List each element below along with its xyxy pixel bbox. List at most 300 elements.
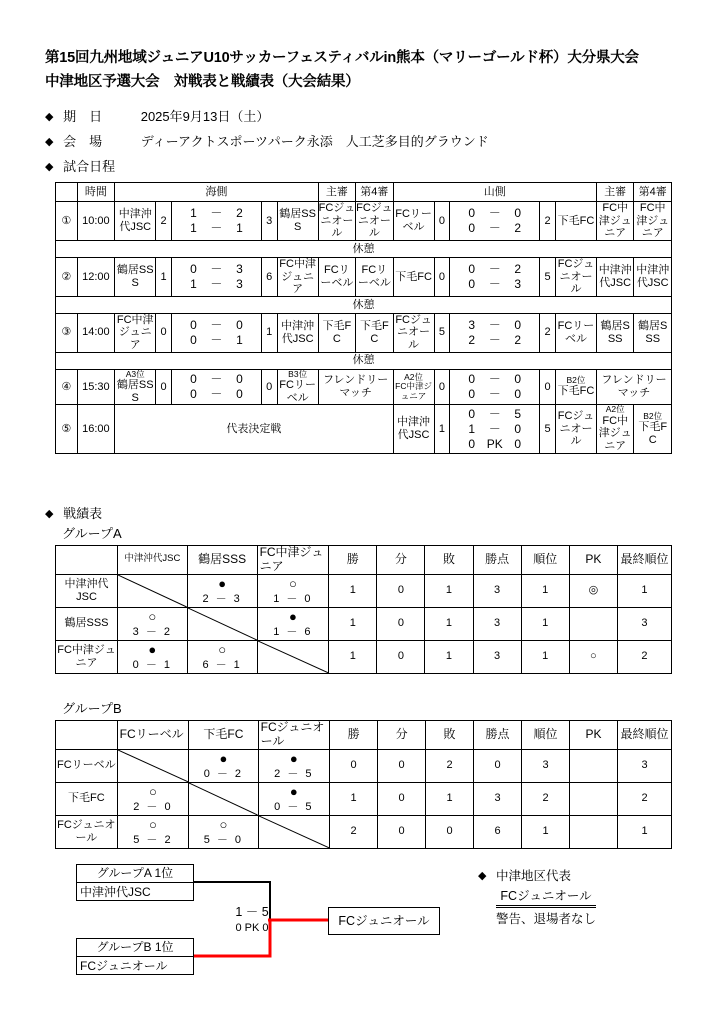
col-final-rank: 最終順位: [618, 721, 672, 750]
mountain-away-total: 5: [540, 257, 556, 296]
final-match-label: 代表決定戦: [115, 405, 393, 453]
sea-home-team: 鶴居SSS: [115, 257, 156, 296]
score-dash: －: [488, 317, 501, 332]
match-result-cell: [257, 607, 329, 640]
sea-away-name: FCリーベル: [279, 379, 316, 404]
col-draw: 分: [377, 546, 425, 575]
score-half1-away: 5: [514, 406, 522, 421]
score-dash: －: [488, 387, 501, 402]
result-score: 0 － 1: [132, 658, 173, 671]
score-half1-home: 0: [190, 317, 197, 332]
loss-count: 1: [425, 640, 473, 673]
col-draw: 分: [378, 721, 426, 750]
sea-away-team: 鶴居SSS: [277, 202, 318, 241]
final-referee-main-seed: A2位: [605, 404, 625, 415]
score-dash: －: [210, 276, 223, 291]
result-mark: ●: [289, 783, 298, 799]
points: 3: [473, 640, 521, 673]
mountain-score: [450, 313, 540, 352]
final-home-team: 中津沖代JSC: [393, 405, 434, 453]
sea-score: [172, 202, 262, 241]
score-half1-home: 0: [468, 406, 476, 421]
final-referee-fourth: [634, 405, 672, 453]
sea-home-team: FC中津ジュニア: [115, 313, 156, 352]
score-half2-home: 0: [468, 387, 476, 402]
bracket-b-header: グループB 1位: [77, 939, 193, 957]
self-cell: [187, 607, 257, 640]
self-cell: [117, 749, 188, 782]
standings-section-heading: [45, 503, 102, 522]
schedule-match-row: [56, 202, 672, 241]
schedule-final-row: [56, 405, 672, 453]
self-cell: [189, 782, 258, 815]
score-dash: －: [488, 406, 501, 421]
schedule-header-row: [56, 183, 672, 202]
mountain-home-team: 下毛FC: [393, 257, 434, 296]
match-result-cell: [118, 607, 188, 640]
mountain-referee-main: FC中津ジュニア: [596, 202, 633, 241]
mountain-away-total: 2: [540, 202, 556, 241]
sea-home-total: 2: [156, 202, 172, 241]
group-b-header-row: [56, 721, 672, 750]
score-half2-home: 1: [190, 220, 197, 235]
pk-result: ◎: [569, 574, 617, 607]
score-half1-home: 3: [468, 317, 476, 332]
rest-label: 休憩: [56, 352, 672, 369]
score-half2-away: 3: [236, 276, 243, 291]
score-half2-home: 0: [190, 332, 197, 347]
sea-score: [172, 257, 262, 296]
match-result-cell: [258, 782, 329, 815]
schedule-match-row: [56, 369, 672, 405]
mountain-home-total: 0: [434, 369, 450, 405]
pk-result: [569, 607, 617, 640]
result-mark: ●: [289, 750, 298, 766]
final-referee-fourth-name: 下毛FC: [638, 421, 668, 446]
sea-home-team: 中津沖代JSC: [115, 202, 156, 241]
match-result-cell: [117, 815, 188, 848]
info-row-venue: [45, 131, 489, 150]
score-half2-away: 3: [514, 276, 522, 291]
schedule-heading-label: 試合日程: [63, 159, 116, 174]
mountain-away-name: 下毛FC: [557, 385, 595, 398]
score-dash: －: [488, 261, 501, 276]
score-pk-home: 0: [468, 436, 476, 451]
sea-score: [172, 313, 262, 352]
match-time: 15:30: [77, 369, 115, 405]
col-opponent-2: 下毛FC: [189, 721, 258, 750]
score-dash: －: [210, 387, 223, 402]
col-team: [56, 721, 118, 750]
venue-value: ディーアクトスポーツパーク永添 人工芝多目的グラウンド: [140, 134, 489, 149]
final-home-total: 1: [434, 405, 450, 453]
date-label: 期 日: [63, 109, 103, 124]
header-mountain-side: 山側: [393, 183, 596, 202]
mountain-home-total: 0: [434, 257, 450, 296]
table-row: [56, 640, 672, 673]
points: 0: [474, 749, 522, 782]
final-referee-main: [596, 405, 633, 453]
pk-result: [570, 782, 618, 815]
score-dash: －: [210, 332, 223, 347]
score-dash: －: [488, 372, 501, 387]
final-rank: 1: [617, 574, 671, 607]
self-cell: [257, 640, 329, 673]
schedule-rest-row: [56, 296, 672, 313]
result-score: 2 － 0: [133, 800, 173, 813]
sea-referee-main: FCリーベル: [318, 257, 355, 296]
rank: 1: [521, 574, 569, 607]
result-mark: ○: [148, 816, 157, 832]
win-count: 0: [330, 749, 378, 782]
col-opponent-3: FCジュニオール: [258, 721, 329, 750]
sea-referee-fourth: FCリーベル: [356, 257, 393, 296]
mountain-away-team: [555, 369, 596, 405]
result-mark: ●: [219, 750, 228, 766]
mountain-away-team: 下毛FC: [555, 202, 596, 241]
result-mark: ●: [148, 641, 157, 657]
info-row-schedule-heading: [45, 156, 115, 175]
score-half1-home: 0: [468, 261, 476, 276]
group-a-standings-table: [55, 545, 672, 674]
match-result-cell: [257, 574, 329, 607]
sea-home-total: 0: [156, 313, 172, 352]
mountain-referee-main: 中津沖代JSC: [596, 257, 633, 296]
sea-home-name: 鶴居SSS: [116, 379, 154, 404]
sea-away-seed: B3位: [288, 368, 308, 379]
bracket-final-score: [192, 904, 312, 936]
rank: 1: [521, 640, 569, 673]
rep-team-name: FCジュニオール: [496, 886, 596, 906]
diamond-bullet-icon: ◆: [45, 136, 54, 148]
page-title-line2: 中津地区予選大会 対戦表と戦績表（大会結果）: [45, 74, 360, 90]
bracket-pk-line: 0 PK 0: [235, 921, 269, 934]
final-rank: 1: [618, 815, 672, 848]
col-win: 勝: [329, 546, 377, 575]
match-result-cell: [187, 640, 257, 673]
team-name: 鶴居SSS: [56, 607, 118, 640]
bracket-team-b: [76, 938, 194, 975]
mountain-away-team: FCジュニオール: [555, 257, 596, 296]
sea-referee-fourth: 下毛FC: [356, 313, 393, 352]
score-half2-away: 2: [514, 220, 522, 235]
sea-away-total: 6: [261, 257, 277, 296]
sea-score: [172, 369, 262, 405]
match-result-cell: [258, 749, 329, 782]
score-half2-home: 0: [190, 387, 197, 402]
score-half2-home: 0: [468, 276, 476, 291]
mountain-away-total: 2: [540, 313, 556, 352]
win-count: 1: [329, 640, 377, 673]
final-referee-main-name: FC中津ジュニア: [598, 414, 632, 453]
team-name: FCジュニオール: [56, 815, 118, 848]
pk-result: [570, 749, 618, 782]
sea-away-total: 0: [261, 369, 277, 405]
pk-result: ○: [569, 640, 617, 673]
win-count: 2: [330, 815, 378, 848]
points: 3: [473, 574, 521, 607]
sea-away-team: [277, 369, 318, 405]
score-pk-away: 0: [514, 436, 522, 451]
self-cell: [258, 815, 329, 848]
loss-count: 1: [426, 782, 474, 815]
sea-referee-main: FCジュニオール: [318, 202, 356, 240]
team-name: 下毛FC: [56, 782, 118, 815]
score-dash: －: [488, 220, 501, 235]
diamond-bullet-icon: ◆: [478, 870, 487, 882]
date-value: 2025年9月13日（土）: [140, 109, 270, 124]
table-row: [56, 815, 672, 848]
bracket-b-team: FCジュニオール: [80, 959, 168, 973]
match-result-cell: [187, 574, 257, 607]
result-mark: ●: [218, 575, 227, 591]
sea-referee-fourth: FCジュニオール: [356, 202, 393, 240]
result-score: 5 － 0: [203, 833, 244, 846]
score-half2-home: 0: [468, 220, 476, 235]
final-rank: 2: [618, 782, 672, 815]
mountain-home-total: 0: [434, 202, 450, 241]
result-score: 1 － 0: [273, 592, 313, 605]
mountain-away-seed: B2位: [566, 375, 586, 386]
result-score: 0 － 5: [274, 800, 314, 813]
win-count: 1: [329, 574, 377, 607]
match-result-cell: [118, 640, 188, 673]
win-count: 1: [330, 782, 378, 815]
rep-heading-label: 中津地区代表: [495, 869, 571, 883]
sea-home-team: [115, 369, 156, 405]
result-score: 2 － 3: [202, 592, 242, 605]
score-half2-away: 1: [236, 220, 243, 235]
score-dash: －: [488, 276, 501, 291]
mountain-away-total: 0: [540, 369, 556, 405]
score-half1-away: 0: [514, 317, 522, 332]
score-half1-home: 0: [190, 261, 197, 276]
col-opponent-1: FCリーベル: [117, 721, 188, 750]
draw-count: 0: [378, 782, 426, 815]
col-pk: PK: [570, 721, 618, 750]
score-half2-home: 2: [468, 332, 476, 347]
sea-home-total: 0: [156, 369, 172, 405]
loss-count: 1: [425, 607, 473, 640]
draw-count: 0: [378, 815, 426, 848]
match-time: 12:00: [77, 257, 115, 296]
sea-friendly-label: フレンドリーマッチ: [318, 369, 393, 405]
bracket-score-line: 1 － 5: [235, 905, 269, 919]
result-score: 5 － 2: [133, 833, 173, 846]
result-mark: ○: [288, 575, 297, 591]
draw-count: 0: [377, 640, 425, 673]
result-mark: ○: [148, 608, 157, 624]
final-rank: 3: [618, 749, 672, 782]
self-cell: [118, 574, 188, 607]
match-result-cell: [189, 815, 258, 848]
group-b-standings-table: [55, 720, 672, 849]
col-opponent-1: 中津沖代JSC: [118, 546, 188, 575]
score-half1-away: 0: [236, 372, 243, 387]
mountain-home-seed: A2位: [404, 372, 423, 383]
score-half1-away: 2: [236, 205, 243, 220]
page-title-line1: 第15回九州地域ジュニアU10サッカーフェスティバルin熊本（マリーゴールド杯）大分県大会: [45, 50, 639, 66]
loss-count: 0: [426, 815, 474, 848]
group-b-label: グループB: [62, 701, 122, 716]
col-points: 勝点: [474, 721, 522, 750]
group-a-label: グループA: [62, 526, 122, 541]
score-dash: －: [488, 205, 501, 220]
score-dash: －: [210, 372, 223, 387]
sea-referee-main: 下毛FC: [318, 313, 355, 352]
bracket-team-a: [76, 864, 194, 901]
points: 6: [474, 815, 522, 848]
match-result-cell: [117, 782, 188, 815]
result-mark: ○: [218, 641, 227, 657]
match-number: ③: [56, 313, 78, 352]
table-row: [56, 749, 672, 782]
result-mark: ○: [219, 816, 228, 832]
group-a-header-row: [56, 546, 672, 575]
col-rank: 順位: [522, 721, 570, 750]
win-count: 1: [329, 607, 377, 640]
header-referee-fourth-sea: 第4審: [356, 183, 393, 202]
score-half1-away: 0: [514, 372, 522, 387]
score-half2-away: 0: [514, 421, 522, 436]
header-time: 時間: [77, 183, 115, 202]
match-schedule-table: [55, 182, 672, 454]
table-row: [56, 607, 672, 640]
schedule-match-row: [56, 313, 672, 352]
score-half1-home: 0: [468, 372, 476, 387]
schedule-rest-row: [56, 240, 672, 257]
draw-count: 0: [377, 574, 425, 607]
score-dash: －: [210, 220, 223, 235]
mountain-referee-main: 鶴居SSS: [596, 313, 633, 352]
bracket-winner: FCジュニオール: [328, 907, 440, 935]
score-half1-away: 3: [236, 261, 243, 276]
sea-away-team: 中津沖代JSC: [277, 313, 318, 352]
header-no: [56, 183, 78, 202]
score-dash: －: [488, 332, 501, 347]
score-dash: －: [488, 421, 501, 436]
score-half2-away: 1: [236, 332, 243, 347]
match-time: 14:00: [77, 313, 115, 352]
result-score: 1 － 6: [273, 625, 313, 638]
col-rank: 順位: [521, 546, 569, 575]
schedule-rest-row: [56, 352, 672, 369]
final-score: [450, 405, 540, 453]
sea-home-seed: A3位: [125, 368, 145, 379]
col-points: 勝点: [473, 546, 521, 575]
final-away-total: 5: [540, 405, 556, 453]
mountain-referee-fourth: 中津沖代JSC: [634, 257, 672, 296]
mountain-score: [450, 257, 540, 296]
points: 3: [474, 782, 522, 815]
score-dash: －: [210, 317, 223, 332]
mountain-home-team: FCジュニオール: [393, 313, 434, 352]
draw-count: 0: [377, 607, 425, 640]
final-rank: 2: [617, 640, 671, 673]
score-half1-home: 0: [468, 205, 476, 220]
final-rank: 3: [617, 607, 671, 640]
header-sea-side: 海側: [115, 183, 318, 202]
mountain-home-total: 5: [434, 313, 450, 352]
sea-away-total: 3: [261, 202, 277, 241]
score-dash: －: [210, 205, 223, 220]
points: 3: [473, 607, 521, 640]
sea-away-team: FC中津ジュニア: [277, 257, 318, 296]
score-half2-home: 1: [190, 276, 197, 291]
score-half1-home: 1: [190, 205, 197, 220]
mountain-score: [450, 369, 540, 405]
rest-label: 休憩: [56, 296, 672, 313]
rep-heading: [478, 866, 596, 884]
result-score: 6 － 1: [202, 658, 242, 671]
result-score: 0 － 2: [203, 767, 244, 780]
col-opponent-2: 鶴居SSS: [187, 546, 257, 575]
mountain-referee-fourth: FC中津ジュニア: [634, 202, 672, 241]
match-number: ⑤: [56, 405, 78, 453]
score-half1-home: 0: [190, 372, 197, 387]
col-loss: 敗: [426, 721, 474, 750]
mountain-home-team: FCリーベル: [393, 202, 434, 241]
col-loss: 敗: [425, 546, 473, 575]
loss-count: 1: [425, 574, 473, 607]
final-away-team: FCジュニオール: [555, 405, 596, 453]
info-row-date: [45, 106, 269, 125]
district-representative-note: [478, 866, 596, 927]
rep-note: 警告、退場者なし: [496, 907, 596, 927]
score-half2-away: 2: [514, 332, 522, 347]
rank: 1: [521, 607, 569, 640]
result-score: 3 － 2: [132, 625, 173, 638]
sea-home-total: 1: [156, 257, 172, 296]
bracket-a-header: グループA 1位: [77, 865, 193, 883]
team-name: 中津沖代JSC: [56, 574, 118, 607]
result-mark: ○: [148, 783, 157, 799]
venue-label: 会 場: [63, 134, 103, 149]
mountain-referee-fourth: 鶴居SSS: [634, 313, 672, 352]
diamond-bullet-icon: ◆: [45, 111, 54, 123]
rank: 1: [522, 815, 570, 848]
diamond-bullet-icon: ◆: [45, 161, 54, 173]
result-mark: ●: [288, 608, 297, 624]
match-number: ①: [56, 202, 78, 241]
score-half1-away: 0: [514, 205, 522, 220]
mountain-score: [450, 202, 540, 241]
match-time: 10:00: [77, 202, 115, 241]
score-half1-away: 2: [514, 261, 522, 276]
standings-heading-label: 戦績表: [63, 506, 103, 521]
team-name: FC中津ジュニア: [56, 640, 118, 673]
rank: 3: [522, 749, 570, 782]
table-row: [56, 782, 672, 815]
match-number: ②: [56, 257, 78, 296]
mountain-friendly-label: フレンドリーマッチ: [596, 369, 671, 405]
score-half2-away: 0: [236, 387, 243, 402]
final-bracket: [60, 862, 440, 977]
header-referee-main-mountain: 主審: [596, 183, 633, 202]
match-result-cell: [189, 749, 258, 782]
team-name: FCリーベル: [56, 749, 118, 782]
table-row: [56, 574, 672, 607]
match-number: ④: [56, 369, 78, 405]
mountain-home-name: FC中津ジュニア: [395, 381, 432, 401]
mountain-away-team: FCリーベル: [555, 313, 596, 352]
score-half1-away: 0: [236, 317, 243, 332]
col-pk: PK: [569, 546, 617, 575]
score-half2-home: 1: [468, 421, 476, 436]
score-pk-label: PK: [486, 436, 503, 451]
diamond-bullet-icon: ◆: [45, 508, 54, 520]
col-opponent-3: FC中津ジュニア: [257, 546, 329, 575]
